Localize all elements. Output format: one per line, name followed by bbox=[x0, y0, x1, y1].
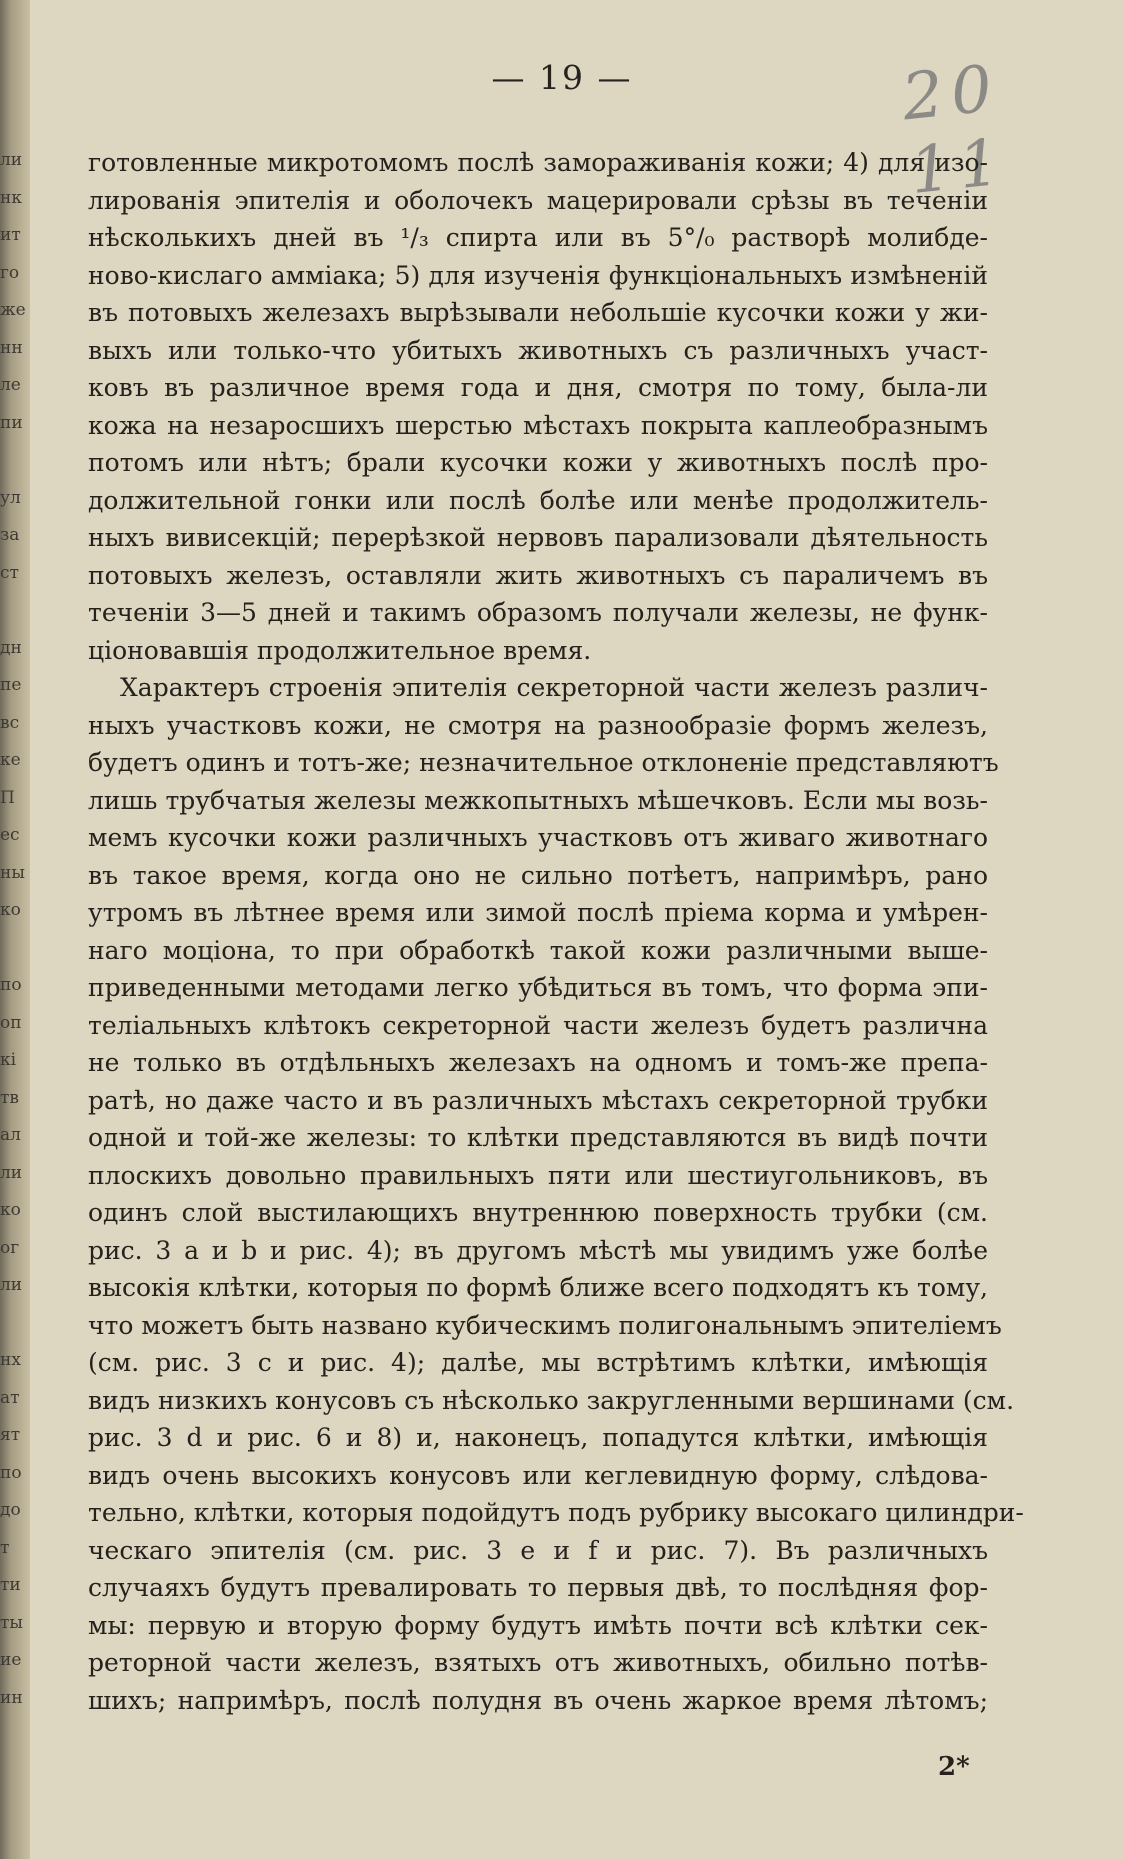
paragraph-2 bbox=[88, 669, 1024, 1719]
margin-fragment: ке bbox=[0, 750, 21, 770]
margin-fragment: пе bbox=[0, 675, 22, 695]
text-line: выхъ или только-что убитыхъ животныхъ съ различныхъ участ- bbox=[88, 335, 988, 365]
text-line: ческаго эпителія (см. рис. 3 е и f и рис. 7). Въ различныхъ bbox=[88, 1535, 988, 1565]
text-line: утромъ въ лѣтнее время или зимой послѣ пріема корма и умѣрен- bbox=[88, 898, 988, 927]
text-line: нѣсколькихъ дней въ ¹/₃ спирта или въ 5°/₀ растворѣ молибде- bbox=[88, 223, 988, 252]
text-line: шихъ; напримѣръ, послѣ полудня въ очень жаркое время лѣтомъ; bbox=[88, 1685, 988, 1715]
margin-fragment: вс bbox=[0, 712, 20, 733]
margin-fragment: ны bbox=[0, 862, 25, 883]
margin-fragment: т bbox=[0, 1537, 10, 1558]
margin-fragment: кі bbox=[0, 1050, 17, 1070]
text-line: реторной части железъ, взятыхъ отъ животныхъ, обильно потѣв- bbox=[88, 1648, 988, 1677]
margin-fragment bbox=[0, 440, 30, 478]
margin-fragment: по bbox=[0, 1462, 22, 1483]
text-line: видъ очень высокихъ конусовъ или кеглевидную форму, слѣдова- bbox=[88, 1460, 988, 1490]
text-line: потомъ или нѣтъ; брали кусочки кожи у животныхъ послѣ про- bbox=[88, 448, 988, 477]
margin-fragment: по bbox=[0, 975, 22, 995]
margin-fragment: ти bbox=[0, 1575, 21, 1595]
text-line: рис. 3 d и рис. 6 и 8) и, наконецъ, попадутся клѣтки, имѣющія bbox=[88, 1423, 988, 1452]
margin-fragment: за bbox=[0, 525, 20, 545]
margin-fragment: нк bbox=[0, 187, 22, 208]
margin-fragment: ул bbox=[0, 487, 21, 508]
text-line: не только въ отдѣльныхъ железахъ на одномъ и томъ-же препа- bbox=[88, 1048, 988, 1077]
text-line: Характеръ строенія эпителія секреторной части железъ различ- bbox=[120, 673, 988, 702]
text-line: тельно, клѣтки, которыя подойдутъ подъ рубрику высокаго цилиндри- bbox=[88, 1498, 1024, 1527]
text-line: кожа на незаросшихъ шерстью мѣстахъ покрыта каплеобразнымъ bbox=[88, 410, 988, 440]
text-line: что можетъ быть названо кубическимъ полигональнымъ эпителіемъ bbox=[88, 1310, 1002, 1340]
margin-fragment: ко bbox=[0, 1200, 21, 1220]
margin-fragment: оп bbox=[0, 1012, 22, 1033]
text-line: потовыхъ железъ, оставляли жить животныхъ съ параличемъ въ bbox=[88, 560, 988, 590]
text-line: теченіи 3—5 дней и такимъ образомъ получали железы, не функ- bbox=[88, 598, 988, 627]
margin-fragment bbox=[0, 590, 30, 628]
page-number: — 19 — bbox=[491, 58, 633, 97]
text-line: мемъ кусочки кожи различныхъ участковъ отъ живаго животнаго bbox=[88, 823, 988, 852]
margin-fragment: ал bbox=[0, 1125, 21, 1145]
text-line: ново-кислаго аммiака; 5) для изученія функціональныхъ измѣненій bbox=[88, 260, 988, 290]
text-line: мы: первую и вторую форму будутъ имѣть почти всѣ клѣтки сек- bbox=[88, 1610, 988, 1640]
margin-fragment: П bbox=[0, 787, 15, 808]
margin-fragment: ес bbox=[0, 825, 20, 845]
margin-fragment: ле bbox=[0, 375, 21, 395]
margin-fragment: нх bbox=[0, 1350, 21, 1370]
text-line: одной и той-же железы: то клѣтки представляются въ видѣ почти bbox=[88, 1123, 988, 1152]
text-line: ціоновавшія продолжительное время. bbox=[88, 635, 592, 665]
text-line: высокія клѣтки, которыя по формѣ ближе всего подходятъ къ тому, bbox=[88, 1273, 988, 1302]
margin-fragment: нн bbox=[0, 337, 23, 358]
text-line: будетъ одинъ и тотъ-же; незначительное отклоненіе представляютъ bbox=[88, 748, 999, 777]
margin-fragment: ат bbox=[0, 1387, 20, 1408]
paragraph-1 bbox=[88, 144, 988, 669]
body-text bbox=[88, 144, 1024, 1719]
margin-fragment: ли bbox=[0, 1275, 23, 1295]
margin-fragment: ог bbox=[0, 1237, 20, 1258]
signature-mark: 2* bbox=[938, 1752, 970, 1782]
margin-fragment: тв bbox=[0, 1087, 19, 1108]
book-page bbox=[30, 0, 1124, 1859]
text-line: теліальныхъ клѣтокъ секреторной части железъ будетъ различна bbox=[88, 1010, 988, 1040]
text-line: ратѣ, но даже часто и въ различныхъ мѣстахъ секреторной трубки bbox=[88, 1085, 988, 1115]
margin-fragment: ин bbox=[0, 1687, 23, 1708]
text-line: въ потовыхъ железахъ вырѣзывали небольшіе кусочки кожи у жи- bbox=[88, 298, 988, 327]
text-line: лированія эпителія и оболочекъ мацерировали срѣзы въ теченіи bbox=[88, 185, 988, 215]
text-line: въ такое время, когда оно не сильно потѣетъ, напримѣръ, рано bbox=[88, 860, 988, 890]
margin-fragment: го bbox=[0, 262, 20, 283]
text-line: плоскихъ довольно правильныхъ пяти или шестиугольниковъ, въ bbox=[88, 1160, 988, 1190]
margin-fragment: ит bbox=[0, 225, 21, 245]
text-line: одинъ слой выстилающихъ внутреннюю поверхность трубки (см. bbox=[88, 1198, 988, 1227]
margin-fragment bbox=[0, 1303, 30, 1341]
text-line: ныхъ вивисекцій; перерѣзкой нервовъ парализовали дѣятельность bbox=[88, 523, 988, 552]
margin-fragment: ст bbox=[0, 562, 19, 583]
text-line: приведенными методами легко убѣдиться въ томъ, что форма эпи- bbox=[88, 973, 988, 1002]
text-line: лишь трубчатыя железы межкопытныхъ мѣшечковъ. Если мы возь- bbox=[88, 785, 988, 815]
handwritten-pencil-note: 20 11 bbox=[898, 51, 1012, 209]
margin-fragment: ты bbox=[0, 1612, 23, 1633]
margin-fragment: дн bbox=[0, 637, 22, 658]
margin-fragment: ли bbox=[0, 150, 23, 170]
margin-fragment: же bbox=[0, 300, 26, 320]
text-line: (см. рис. 3 с и рис. 4); далѣе, мы встрѣтимъ клѣтки, имѣющія bbox=[88, 1348, 988, 1377]
margin-fragment: ли bbox=[0, 1162, 23, 1183]
text-line: ковъ въ различное время года и дня, смотря по тому, была-ли bbox=[88, 373, 988, 402]
text-line: готовленные микротомомъ послѣ замораживанія кожи; 4) для изо- bbox=[88, 148, 988, 177]
text-line: ныхъ участковъ кожи, не смотря на разнообразіе формъ железъ, bbox=[88, 710, 988, 740]
margin-fragment bbox=[0, 928, 30, 966]
margin-fragment: пи bbox=[0, 412, 23, 433]
margin-fragment: ят bbox=[0, 1425, 21, 1445]
margin-fragment: ие bbox=[0, 1650, 22, 1670]
margin-fragment: ко bbox=[0, 900, 21, 920]
text-line: случаяхъ будутъ превалировать то первыя двѣ, то послѣдняя фор- bbox=[88, 1573, 988, 1602]
margin-fragment: до bbox=[0, 1500, 21, 1520]
adjacent-page-text-fragments bbox=[0, 140, 30, 1840]
text-line: рис. 3 а и b и рис. 4); въ другомъ мѣстѣ мы увидимъ уже болѣе bbox=[88, 1235, 988, 1265]
text-line: наго моціона, то при обработкѣ такой кожи различными выше- bbox=[88, 935, 988, 965]
text-line: видъ низкихъ конусовъ съ нѣсколько закругленными вершинами (см. bbox=[88, 1385, 1015, 1415]
text-line: должительной гонки или послѣ болѣе или менѣе продолжитель- bbox=[88, 485, 988, 515]
